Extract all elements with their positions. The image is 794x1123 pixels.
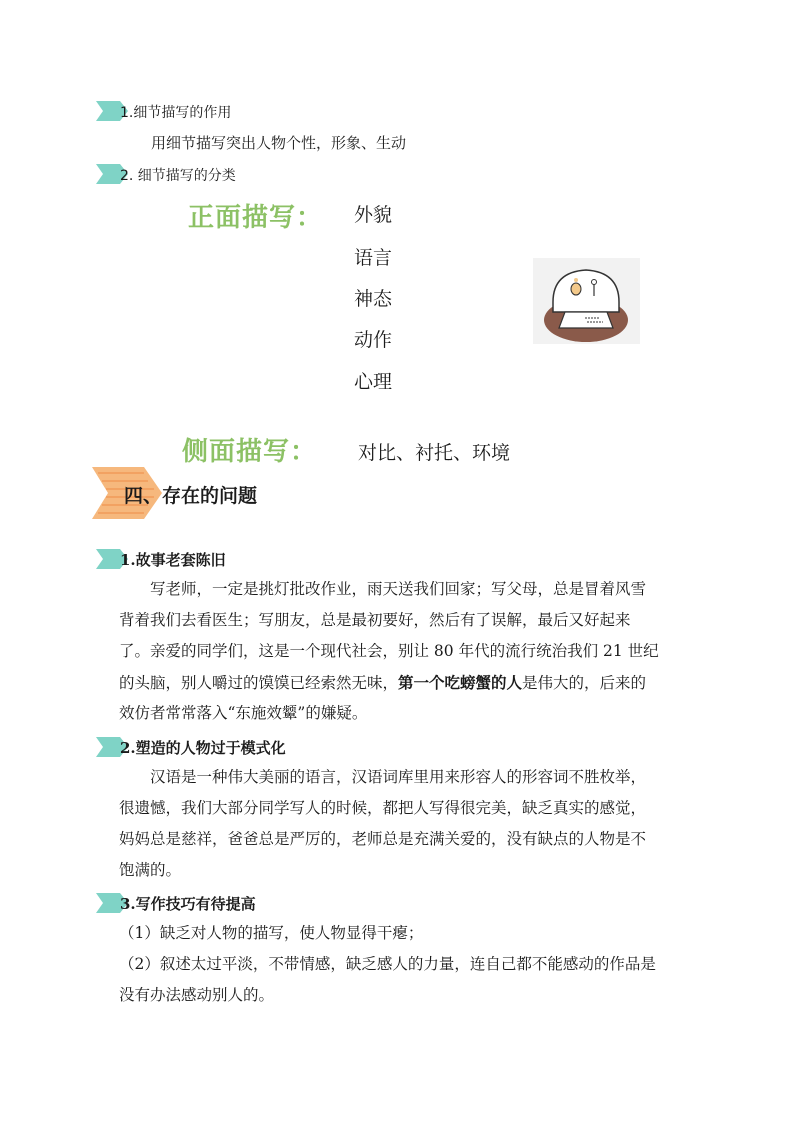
paragraph-line: 汉语是一种伟大美丽的语言，汉语词库里用来形容人的形容词不胜枚举， xyxy=(150,768,647,786)
paragraph-line: 很遗憾，我们大部分同学写人的时候，都把人写得很完美，缺乏真实的感觉， xyxy=(119,799,647,817)
heading-stereotyped-characters: 2.塑造的人物过于模式化 xyxy=(120,739,286,757)
bold-phrase: 第一个吃螃蟹的人 xyxy=(398,673,523,692)
paragraph-text: 的头脑，别人嚼过的馍馍已经索然无味， xyxy=(119,674,399,692)
paragraph-line: 写老师，一定是挑灯批改作业，雨天送我们回家；写父母，总是冒着风雪 xyxy=(150,580,647,598)
front-item: 外貌 xyxy=(354,204,393,226)
paragraph-line: 了。亲爱的同学们，这是一个现代社会，别让 80 年代的流行统治我们 21 世纪 xyxy=(119,642,659,660)
front-item: 动作 xyxy=(354,329,393,351)
heading-detail-categories: 2. 细节描写的分类 xyxy=(120,168,236,184)
front-item: 心理 xyxy=(354,371,393,393)
side-description-title: 侧面描写： xyxy=(182,437,318,467)
paragraph-line: 背着我们去看医生；写朋友，总是最初要好，然后有了误解，最后又好起来 xyxy=(119,611,631,629)
paragraph-line xyxy=(119,667,646,699)
paragraph-line: 妈妈总是慈祥，爸爸总是严厉的，老师总是充满关爱的，没有缺点的人物是不 xyxy=(119,830,647,848)
front-item: 语言 xyxy=(354,247,393,269)
paragraph-line: （1）缺乏对人物的描写，使人物显得干瘪； xyxy=(119,924,424,942)
front-item: 神态 xyxy=(354,288,393,310)
side-description-text: 对比、衬托、环境 xyxy=(358,442,511,464)
heading-writing-skills: 3.写作技巧有待提高 xyxy=(120,895,256,913)
paragraph-line: 效仿者常常落入“东施效颦”的嫌疑。 xyxy=(119,704,368,722)
section-title: 四、存在的问题 xyxy=(124,485,258,507)
paragraph-line: 没有办法感动别人的。 xyxy=(119,986,275,1004)
detail-function-text: 用细节描写突出人物个性，形象、生动 xyxy=(151,134,407,152)
paragraph-text: 是伟大的，后来的 xyxy=(522,674,647,692)
paragraph-line: 饱满的。 xyxy=(119,861,182,879)
writing-character-illustration xyxy=(533,258,640,344)
heading-detail-function: 1.细节描写的作用 xyxy=(120,105,232,121)
heading-old-stories: 1.故事老套陈旧 xyxy=(120,551,226,569)
paragraph-line: （2）叙述太过平淡，不带情感，缺乏感人的力量，连自己都不能感动的作品是 xyxy=(119,955,656,973)
front-description-title: 正面描写： xyxy=(188,203,324,233)
